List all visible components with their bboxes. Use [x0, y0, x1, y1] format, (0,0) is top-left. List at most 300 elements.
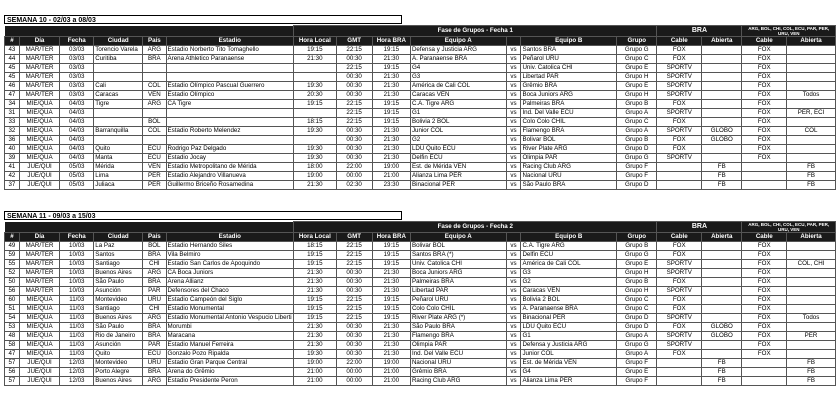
cell-grupo: Grupo H [617, 287, 657, 296]
cell-equipo-b: LDU Quito ECU [521, 323, 617, 332]
cell-dia: MIE/QUA [19, 332, 59, 341]
cell-estadio: Gonzalo Pozo Ripalda [166, 350, 294, 359]
cell-equipo-a: Delfin ECU [410, 154, 506, 163]
cell-ciudad: Manta [94, 154, 143, 163]
cell-bra-abierta [702, 109, 742, 118]
table-row [5, 46, 836, 55]
col-header-grupo: Grupo [617, 37, 657, 46]
cell-ciudad: Mérida [94, 163, 143, 172]
cell-dia: MAR/TER [19, 73, 59, 82]
cell-hora-local: 19:30 [294, 350, 337, 359]
cell-fecha: 03/03 [60, 55, 94, 64]
cell-other-abierta [787, 269, 836, 278]
cell-fecha: 11/03 [60, 341, 94, 350]
fixture-table [4, 221, 836, 386]
cell-ciudad: Quito [94, 145, 143, 154]
cell-hora-local: 19:15 [294, 251, 337, 260]
cell-gmt: 22:15 [336, 296, 372, 305]
cell-pais: ECU [143, 350, 166, 359]
cell-num: 41 [5, 163, 20, 172]
cell-num: 45 [5, 64, 20, 73]
cell-hora-bra: 21:30 [372, 269, 410, 278]
cell-bra-cable [657, 181, 702, 190]
table-row [5, 287, 836, 296]
cell-bra-cable: SPORTV [657, 154, 702, 163]
col-header-pais: País [143, 37, 166, 46]
cell-estadio: Arena Athletico Paranaense [166, 55, 294, 64]
cell-ciudad: Buenos Aires [94, 377, 143, 386]
cell-bra-abierta: GLOBO [702, 136, 742, 145]
cell-equipo-a: C.A. Tigre ARG [410, 100, 506, 109]
cell-dia: MIE/QUA [19, 109, 59, 118]
cell-fecha: 12/03 [60, 359, 94, 368]
cell-dia: MIE/QUA [19, 350, 59, 359]
cell-equipo-a: Ind. Del Valle ECU [410, 350, 506, 359]
cell-num: 59 [5, 251, 20, 260]
cell-equipo-a: Junior COL [410, 127, 506, 136]
cell-hora-bra: 19:15 [372, 305, 410, 314]
cell-grupo: Grupo C [617, 305, 657, 314]
cell-num: 39 [5, 154, 20, 163]
cell-hora-local: 19:15 [294, 296, 337, 305]
cell-other-cable [742, 163, 787, 172]
table-row [5, 154, 836, 163]
cell-num: 60 [5, 296, 20, 305]
cell-bra-cable [657, 359, 702, 368]
cell-num: 34 [5, 100, 20, 109]
cell-vs: vs [506, 251, 521, 260]
cell-vs: vs [506, 55, 521, 64]
cell-hora-bra: 21:30 [372, 287, 410, 296]
cell-bra-cable [657, 172, 702, 181]
table-row [5, 332, 836, 341]
cell-vs: vs [506, 350, 521, 359]
cell-bra-cable: SPORTV [657, 109, 702, 118]
cell-equipo-a: Binacional PER [410, 181, 506, 190]
col-header-grupo: Grupo [617, 233, 657, 242]
cell-num: 52 [5, 269, 20, 278]
cell-equipo-a: Bolivar BOL [410, 242, 506, 251]
cell-bra-abierta [702, 64, 742, 73]
cell-ciudad: São Paulo [94, 323, 143, 332]
cell-ciudad [94, 64, 143, 73]
phase-title: Fase de Grupos - Fecha 2 [294, 222, 657, 233]
cell-dia: MAR/TER [19, 55, 59, 64]
cell-equipo-b: Peñarol URU [521, 55, 617, 64]
cell-vs: vs [506, 368, 521, 377]
cell-other-cable: FOX [742, 109, 787, 118]
cell-hora-bra: 21:30 [372, 136, 410, 145]
cell-pais: BRA [143, 368, 166, 377]
cell-hora-bra: 21:30 [372, 145, 410, 154]
cell-equipo-a: Boca Juniors ARG [410, 269, 506, 278]
cell-gmt: 00:30 [336, 269, 372, 278]
cell-other-abierta [787, 296, 836, 305]
cell-bra-abierta [702, 242, 742, 251]
cell-other-cable: FOX [742, 323, 787, 332]
cell-estadio: Arena do Grêmio [166, 368, 294, 377]
cell-hora-bra: 21:30 [372, 91, 410, 100]
cell-bra-abierta: FB [702, 359, 742, 368]
cell-bra-abierta [702, 296, 742, 305]
cell-equipo-b: Santos BRA [521, 46, 617, 55]
table-row [5, 145, 836, 154]
cell-grupo: Grupo F [617, 377, 657, 386]
cell-grupo: Grupo B [617, 242, 657, 251]
cell-equipo-b: Junior COL [521, 350, 617, 359]
table-row [5, 350, 836, 359]
cell-equipo-a: Santos BRA (*) [410, 251, 506, 260]
blank-cell [5, 222, 294, 233]
cell-estadio: CA Boca Juniors [166, 269, 294, 278]
cell-bra-cable: FOX [657, 145, 702, 154]
cell-other-cable: FOX [742, 91, 787, 100]
cell-hora-bra: 19:15 [372, 100, 410, 109]
cell-vs: vs [506, 91, 521, 100]
cell-bra-cable [657, 377, 702, 386]
cell-other-cable: FOX [742, 269, 787, 278]
cell-ciudad: Torencio Varela [94, 46, 143, 55]
cell-dia: JUE/QUI [19, 368, 59, 377]
cell-estadio: Arena Allianz [166, 278, 294, 287]
table-row [5, 296, 836, 305]
cell-bra-abierta [702, 278, 742, 287]
cell-num: 56 [5, 287, 20, 296]
cell-hora-bra: 19:15 [372, 314, 410, 323]
cell-pais: ECU [143, 145, 166, 154]
cell-other-cable: FOX [742, 341, 787, 350]
cell-other-cable: FOX [742, 260, 787, 269]
cell-grupo: Grupo G [617, 46, 657, 55]
cell-hora-bra: 21:30 [372, 323, 410, 332]
cell-other-abierta [787, 46, 836, 55]
cell-fecha: 04/03 [60, 145, 94, 154]
bra-broadcast-header: BRA [657, 222, 742, 233]
cell-bra-cable: SPORTV [657, 91, 702, 100]
cell-dia: MAR/TER [19, 46, 59, 55]
cell-hora-bra: 19:15 [372, 260, 410, 269]
cell-pais: PER [143, 172, 166, 181]
cell-bra-cable: SPORTV [657, 73, 702, 82]
cell-fecha: 04/03 [60, 136, 94, 145]
cell-equipo-a: Palmeiras BRA [410, 278, 506, 287]
cell-hora-bra: 21:30 [372, 278, 410, 287]
cell-equipo-a: G1 [410, 109, 506, 118]
cell-equipo-a: Est. de Mérida VEN [410, 163, 506, 172]
col-header-equipo-a: Equipo A [410, 37, 506, 46]
cell-dia: MIE/QUA [19, 296, 59, 305]
cell-bra-abierta: FB [702, 377, 742, 386]
cell-pais: PAR [143, 287, 166, 296]
cell-grupo: Grupo A [617, 127, 657, 136]
cell-bra-abierta [702, 350, 742, 359]
cell-equipo-a: River Plate ARG (*) [410, 314, 506, 323]
cell-grupo: Grupo G [617, 251, 657, 260]
cell-other-abierta [787, 154, 836, 163]
cell-fecha: 04/03 [60, 154, 94, 163]
cell-bra-cable: FOX [657, 46, 702, 55]
table-row [5, 359, 836, 368]
cell-ciudad: Juliaca [94, 181, 143, 190]
cell-grupo: Grupo E [617, 368, 657, 377]
cell-gmt: 22:00 [336, 359, 372, 368]
table-row [5, 118, 836, 127]
cell-num: 47 [5, 91, 20, 100]
cell-pais: BRA [143, 251, 166, 260]
cell-ciudad: Buenos Aires [94, 269, 143, 278]
cell-ciudad: Santiago [94, 305, 143, 314]
cell-bra-cable: FOX [657, 242, 702, 251]
col-header-equipo-b: Equipo B [521, 37, 617, 46]
cell-ciudad: Rio de Janeiro [94, 332, 143, 341]
cell-estadio: Estadio Alejandro Villanueva [166, 172, 294, 181]
cell-grupo: Grupo G [617, 341, 657, 350]
cell-vs: vs [506, 64, 521, 73]
cell-ciudad: Montevideo [94, 359, 143, 368]
col-header-gmt: GMT [336, 233, 372, 242]
cell-bra-abierta: FB [702, 181, 742, 190]
cell-hora-local: 19:15 [294, 46, 337, 55]
cell-bra-cable: FOX [657, 136, 702, 145]
cell-equipo-a: Defensa y Justicia ARG [410, 46, 506, 55]
cell-bra-abierta [702, 251, 742, 260]
cell-hora-bra: 19:15 [372, 251, 410, 260]
cell-estadio [166, 109, 294, 118]
cell-fecha: 05/03 [60, 181, 94, 190]
cell-bra-cable: SPORTV [657, 332, 702, 341]
cell-dia: MIE/QUA [19, 305, 59, 314]
cell-dia: MIE/QUA [19, 118, 59, 127]
cell-pais: ARG [143, 100, 166, 109]
cell-num: 43 [5, 46, 20, 55]
cell-vs: vs [506, 145, 521, 154]
cell-hora-local [294, 73, 337, 82]
cell-num: 55 [5, 260, 20, 269]
cell-bra-cable: SPORTV [657, 314, 702, 323]
table-row [5, 260, 836, 269]
cell-num: 54 [5, 314, 20, 323]
col-header-dia: Día [19, 37, 59, 46]
cell-ciudad: Curitiba [94, 55, 143, 64]
cell-num: 46 [5, 82, 20, 91]
cell-hora-bra: 21:00 [372, 368, 410, 377]
cell-equipo-a: G4 [410, 64, 506, 73]
cell-ciudad [94, 73, 143, 82]
cell-other-cable: FOX [742, 154, 787, 163]
cell-grupo: Grupo B [617, 136, 657, 145]
cell-gmt: 02:30 [336, 181, 372, 190]
cell-num: 47 [5, 350, 20, 359]
cell-vs: vs [506, 127, 521, 136]
cell-pais: CHI [143, 305, 166, 314]
cell-hora-bra: 21:30 [372, 55, 410, 64]
cell-estadio [166, 136, 294, 145]
cell-pais: BOL [143, 118, 166, 127]
cell-other-cable [742, 368, 787, 377]
col-header-num: # [5, 37, 20, 46]
cell-bra-cable: FOX [657, 305, 702, 314]
cell-pais: ARG [143, 269, 166, 278]
cell-equipo-b: Olimpia PAR [521, 154, 617, 163]
cell-bra-abierta: FB [702, 163, 742, 172]
cell-dia: MAR/TER [19, 242, 59, 251]
cell-hora-local: 21:30 [294, 341, 337, 350]
cell-equipo-a: Caracas VEN [410, 91, 506, 100]
table-row [5, 127, 836, 136]
cell-hora-local: 19:30 [294, 154, 337, 163]
cell-other-abierta [787, 82, 836, 91]
cell-hora-local: 19:15 [294, 305, 337, 314]
cell-grupo: Grupo F [617, 172, 657, 181]
cell-other-cable: FOX [742, 82, 787, 91]
cell-equipo-a: G3 [410, 73, 506, 82]
week-label: SEMANA 11 - 09/03 a 15/03 [4, 211, 402, 220]
cell-equipo-a: Alianza Lima PER [410, 172, 506, 181]
cell-fecha: 04/03 [60, 118, 94, 127]
cell-hora-bra: 21:30 [372, 127, 410, 136]
cell-equipo-b: Est. de Mérida VEN [521, 359, 617, 368]
cell-bra-abierta [702, 100, 742, 109]
cell-hora-local: 18:15 [294, 242, 337, 251]
cell-gmt: 22:15 [336, 46, 372, 55]
cell-vs: vs [506, 260, 521, 269]
cell-hora-bra: 21:30 [372, 350, 410, 359]
cell-hora-local: 19:15 [294, 260, 337, 269]
cell-ciudad: Santiago [94, 260, 143, 269]
col-header-hora-bra: Hora BRA [372, 37, 410, 46]
cell-fecha: 11/03 [60, 305, 94, 314]
cell-num: 56 [5, 368, 20, 377]
cell-fecha: 10/03 [60, 278, 94, 287]
col-header-other-cable: Cable [742, 233, 787, 242]
cell-num: 42 [5, 172, 20, 181]
cell-num: 51 [5, 305, 20, 314]
cell-vs: vs [506, 136, 521, 145]
cell-dia: MAR/TER [19, 278, 59, 287]
cell-vs: vs [506, 181, 521, 190]
cell-hora-local: 19:00 [294, 359, 337, 368]
cell-hora-bra: 21:30 [372, 73, 410, 82]
cell-dia: MAR/TER [19, 269, 59, 278]
cell-hora-local: 21:30 [294, 269, 337, 278]
cell-pais: PAR [143, 341, 166, 350]
cell-dia: MAR/TER [19, 251, 59, 260]
cell-hora-local: 21:30 [294, 287, 337, 296]
cell-bra-abierta [702, 260, 742, 269]
cell-gmt: 22:15 [336, 118, 372, 127]
cell-equipo-b: Bolivar BOL [521, 136, 617, 145]
table-row [5, 64, 836, 73]
cell-bra-cable: SPORTV [657, 341, 702, 350]
cell-pais: URU [143, 296, 166, 305]
cell-num: 31 [5, 109, 20, 118]
cell-dia: JUE/QUI [19, 359, 59, 368]
cell-bra-abierta [702, 341, 742, 350]
cell-other-cable: FOX [742, 287, 787, 296]
cell-bra-cable: FOX [657, 100, 702, 109]
table-row [5, 269, 836, 278]
cell-num: 57 [5, 359, 20, 368]
cell-gmt: 00:30 [336, 73, 372, 82]
cell-equipo-b: Boca Juniors ARG [521, 91, 617, 100]
cell-grupo: Grupo F [617, 163, 657, 172]
cell-hora-bra: 19:15 [372, 109, 410, 118]
cell-num: 40 [5, 145, 20, 154]
cell-fecha: 03/03 [60, 73, 94, 82]
cell-gmt: 00:30 [336, 145, 372, 154]
cell-estadio: Defensores del Chaco [166, 287, 294, 296]
cell-dia: JUE/QUI [19, 172, 59, 181]
cell-equipo-b: A. Paranaense BRA [521, 305, 617, 314]
cell-equipo-b: Caracas VEN [521, 287, 617, 296]
cell-grupo: Grupo C [617, 55, 657, 64]
cell-fecha: 04/03 [60, 100, 94, 109]
cell-grupo: Grupo D [617, 181, 657, 190]
cell-other-abierta: FB [787, 172, 836, 181]
cell-bra-cable: SPORTV [657, 269, 702, 278]
cell-equipo-b: G1 [521, 332, 617, 341]
cell-bra-cable: FOX [657, 118, 702, 127]
cell-gmt: 00:30 [336, 332, 372, 341]
col-header-vs [506, 233, 521, 242]
cell-equipo-b: Delfin ECU [521, 251, 617, 260]
col-header-hora-local: Hora Local [294, 233, 337, 242]
cell-pais: BRA [143, 332, 166, 341]
cell-pais [143, 64, 166, 73]
cell-other-cable: FOX [742, 73, 787, 82]
cell-estadio: Vila Belmiro [166, 251, 294, 260]
cell-ciudad: Porto Alegre [94, 368, 143, 377]
cell-other-cable: FOX [742, 305, 787, 314]
col-header-equipo-b: Equipo B [521, 233, 617, 242]
cell-dia: MIE/QUA [19, 314, 59, 323]
cell-bra-abierta [702, 82, 742, 91]
table-row [5, 242, 836, 251]
cell-estadio: Estadio Jocay [166, 154, 294, 163]
cell-grupo: Grupo A [617, 350, 657, 359]
cell-other-cable [742, 377, 787, 386]
table-row [5, 91, 836, 100]
cell-other-cable: FOX [742, 145, 787, 154]
cell-grupo: Grupo F [617, 359, 657, 368]
cell-gmt: 00:00 [336, 377, 372, 386]
cell-vs: vs [506, 242, 521, 251]
table-row [5, 109, 836, 118]
cell-hora-local: 19:30 [294, 145, 337, 154]
cell-hora-bra: 21:30 [372, 332, 410, 341]
cell-fecha: 10/03 [60, 242, 94, 251]
cell-bra-abierta [702, 46, 742, 55]
cell-fecha: 11/03 [60, 332, 94, 341]
cell-pais: BOL [143, 242, 166, 251]
cell-pais: COL [143, 82, 166, 91]
cell-hora-local: 21:30 [294, 332, 337, 341]
cell-other-abierta [787, 287, 836, 296]
cell-vs: vs [506, 172, 521, 181]
cell-vs: vs [506, 269, 521, 278]
cell-other-cable: FOX [742, 278, 787, 287]
cell-grupo: Grupo H [617, 269, 657, 278]
cell-other-abierta: COL, CHI [787, 260, 836, 269]
cell-fecha: 10/03 [60, 251, 94, 260]
cell-vs: vs [506, 118, 521, 127]
cell-grupo: Grupo A [617, 109, 657, 118]
cell-other-abierta [787, 145, 836, 154]
cell-vs: vs [506, 163, 521, 172]
cell-hora-local: 21:30 [294, 55, 337, 64]
cell-other-cable: FOX [742, 350, 787, 359]
cell-hora-bra: 19:15 [372, 118, 410, 127]
